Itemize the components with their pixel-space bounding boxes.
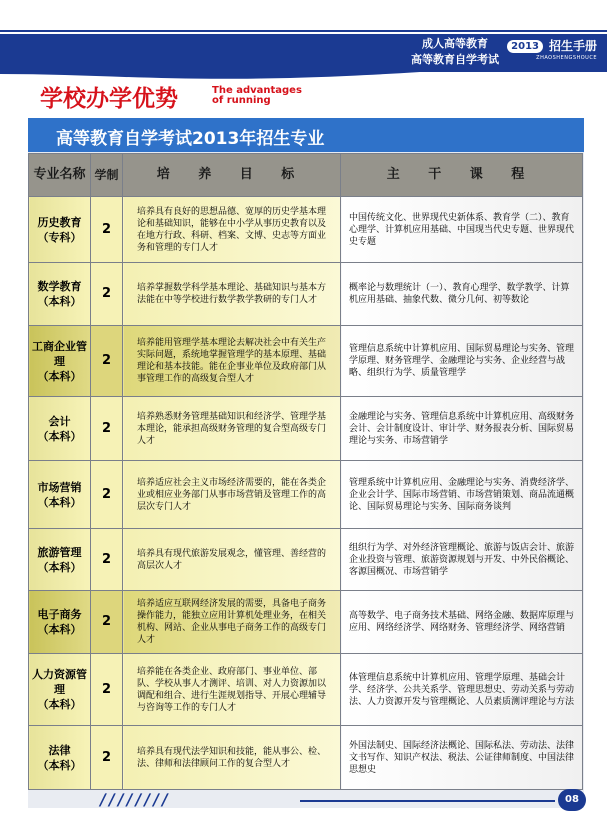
major-level: （本科） [37, 698, 82, 711]
major-name: 人力资源管理 [32, 668, 87, 696]
courses-cell: 外国法制史、国际经济法概论、国际私法、劳动法、法律文书写作、知识产权法、税法、公证律师制度、中国法律思想史 [341, 726, 583, 790]
page-header [0, 34, 607, 72]
years-cell: 2 [91, 529, 123, 591]
footer-slash-decoration: //////// [98, 790, 173, 809]
major-cell [29, 591, 91, 654]
goal-cell: 培养具有良好的思想品德、宽厚的历史学基本理论和基础知识，能够在中小学从事历史教育以及在地方行政、科研、档案、文博、史志等方面业务和管理的专门人才 [123, 197, 341, 263]
table-row [29, 726, 583, 790]
table-header-row [29, 154, 583, 197]
table-row [29, 197, 583, 263]
header-goal: 培 养 目 标 [123, 154, 341, 197]
courses-cell: 概率论与数理统计（一）、教育心理学、数学教学、计算机应用基础、抽象代数、微分几何、初等数论 [341, 263, 583, 326]
footer-line [300, 800, 555, 802]
table-row [29, 397, 583, 461]
years-cell: 2 [91, 326, 123, 397]
major-cell [29, 397, 91, 461]
header-courses: 主 干 课 程 [341, 154, 583, 197]
guide-title: 招生手册 [548, 39, 597, 53]
courses-cell: 组织行为学、对外经济管理概论、旅游与饭店会计、旅游企业投资与管理、旅游资源规划与开发、中外民俗概论、客源国概况、市场营销学 [341, 529, 583, 591]
table-row [29, 654, 583, 726]
years-cell: 2 [91, 397, 123, 461]
major-level: （本科） [37, 560, 82, 574]
goal-cell: 培养掌握数学科学基本理论、基础知识与基本方法能在中等学校进行数学教学教研的专门人才 [123, 263, 341, 326]
courses-cell: 管理信息系统中计算机应用、国际贸易理论与实务、管理学原理、财务管理学、金融理论与实务、企业经营与战略、组织行为学、质量管理学 [341, 326, 583, 397]
years-cell: 2 [91, 197, 123, 263]
major-cell [29, 726, 91, 790]
major-cell [29, 326, 91, 397]
courses-cell: 高等数学、电子商务技术基础、网络金融、数据库原理与应用、网络经济学、网络财务、管理经济学、网络营销 [341, 591, 583, 654]
courses-cell: 中国传统文化、世界现代史新体系、教育学（二）、教育心理学、计算机应用基础、中国现当代史专题、世界现代史专题 [341, 197, 583, 263]
major-name: 数学教育 [37, 280, 82, 293]
major-name: 工商企业管理 [32, 339, 87, 368]
major-cell [29, 263, 91, 326]
year-badge: 2013 [507, 40, 543, 53]
section-title-en-line1: The advantages [212, 85, 302, 96]
major-level: （本科） [37, 623, 82, 636]
major-name: 旅游管理 [37, 545, 82, 559]
goal-cell: 培养适应互联网经济发展的需要，具备电子商务操作能力，能独立应用计算机处理业务，在相关机构、网站、企业从事电子商务工作的高级专门人才 [123, 591, 341, 654]
courses-cell: 管理系统中计算机应用、金融理论与实务、消费经济学、企业会计学、国际市场营销、市场营销策划、商品流通概论、国际贸易理论与实务、国际商务谈判 [341, 461, 583, 529]
header-subtitle [411, 36, 499, 68]
major-level: （本科） [37, 295, 82, 308]
table-row [29, 461, 583, 529]
major-level: （本科） [37, 369, 82, 383]
years-cell: 2 [91, 591, 123, 654]
major-name: 历史教育 [37, 215, 82, 229]
header-major: 专业名称 [29, 154, 91, 197]
table-row [29, 591, 583, 654]
major-level: （本科） [37, 758, 82, 772]
major-level: （本科） [37, 429, 82, 443]
goal-cell: 培养能在各类企业、政府部门、事业单位、部队、学校从事人才测评、培训、对人力资源加以调配和组合、进行生涯规划指导、开展心理辅导与咨询等工作的专门人才 [123, 654, 341, 726]
header-top-stripe [0, 30, 607, 32]
guide-pinyin: ZHAOSHENGSHOUCE [536, 55, 597, 61]
page-number: 08 [558, 789, 586, 811]
goal-cell: 培养适应社会主义市场经济需要的，能在各类企业或相应业务部门从事市场营销及管理工作的高层次专门人才 [123, 461, 341, 529]
courses-cell: 金融理论与实务、管理信息系统中计算机应用、高级财务会计、会计制度设计、审计学、财务报表分析、国际贸易理论与实务、市场营销学 [341, 397, 583, 461]
years-cell: 2 [91, 263, 123, 326]
major-level: （本科） [37, 495, 82, 509]
major-level: （专科） [37, 230, 82, 244]
years-cell: 2 [91, 654, 123, 726]
major-name: 市场营销 [37, 480, 82, 494]
table-banner [28, 118, 584, 152]
header-line-1: 成人高等教育 [422, 37, 488, 50]
major-cell [29, 529, 91, 591]
years-cell: 2 [91, 726, 123, 790]
table-row [29, 326, 583, 397]
table-row [29, 529, 583, 591]
goal-cell: 培养能用管理学基本理论去解决社会中有关生产实际问题，系统地掌握管理学的基本原理、基础理论和基本技能。能在企事业单位及政府部门从事管理工作的高级复合型人才 [123, 326, 341, 397]
section-title-en-line2: of running [212, 95, 271, 106]
goal-cell: 培养具有现代旅游发展观念，懂管理、善经营的高层次人才 [123, 529, 341, 591]
courses-cell: 体管理信息系统中计算机应用、管理学原理、基础会计学、经济学、公共关系学、管理思想史、劳动关系与劳动法、人力资源开发与管理概论、人员素质测评理论与方法 [341, 654, 583, 726]
major-cell [29, 197, 91, 263]
banner-title: 高等教育自学考试2013年招生专业 [56, 129, 325, 149]
table-row [29, 263, 583, 326]
section-title-english [212, 86, 302, 106]
goal-cell: 培养熟悉财务管理基础知识和经济学、管理学基本理论，能承担高级财务管理的复合型高级专门人才 [123, 397, 341, 461]
header-years: 学制 [91, 154, 123, 197]
major-cell [29, 654, 91, 726]
years-cell: 2 [91, 461, 123, 529]
major-name: 电子商务 [37, 608, 82, 621]
header-line-2: 高等教育自学考试 [411, 53, 499, 66]
major-name: 法律 [48, 743, 71, 757]
major-name: 会计 [48, 414, 71, 428]
major-cell [29, 461, 91, 529]
goal-cell: 培养具有现代法学知识和技能，能从事公、检、法、律师和法律顾问工作的复合型人才 [123, 726, 341, 790]
section-title: 学校办学优势 [40, 85, 178, 112]
majors-table [28, 153, 583, 790]
